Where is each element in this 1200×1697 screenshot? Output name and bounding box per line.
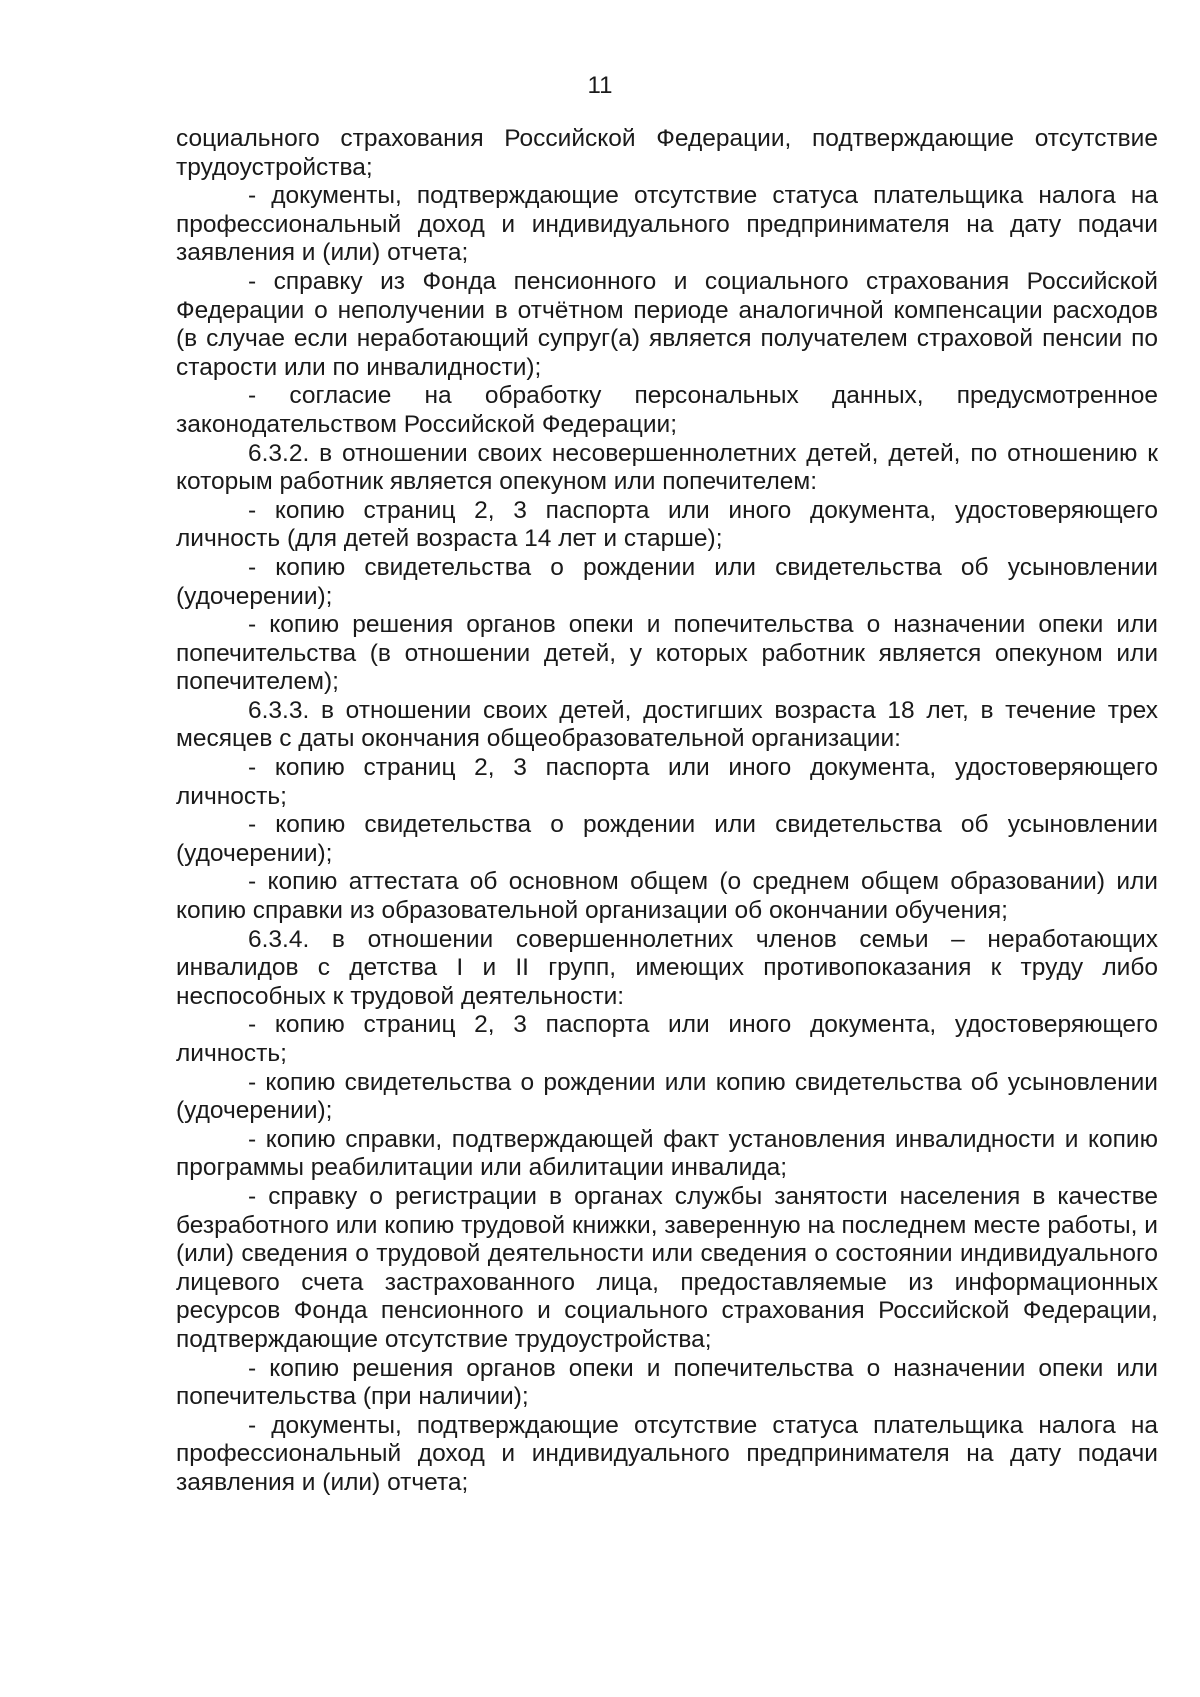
paragraph: - копию страниц 2, 3 паспорта или иного документа, удостоверяющего личность; xyxy=(176,1011,1158,1067)
paragraph: 6.3.2. в отношении своих несовершеннолетних детей, детей, по отношению к которым работник является опекуном или попечителем: xyxy=(176,439,1158,496)
paragraph: - копию свидетельства о рождении или свидетельства об усыновлении (удочерении); xyxy=(176,811,1158,867)
document-body xyxy=(176,125,1158,1498)
paragraph: - документы, подтверждающие отсутствие статуса плательщика налога на профессиональный доход и индивидуального предпринимателя на дату подачи заявления и (или) отчета; xyxy=(176,182,1158,267)
paragraph: 6.3.3. в отношении своих детей, достигших возраста 18 лет, в течение трех месяцев с даты окончания общеобразовательной организации: xyxy=(176,696,1158,753)
paragraph: - согласие на обработку персональных данных, предусмотренное законодательством Российской Федерации; xyxy=(176,382,1158,438)
paragraph: - копию страниц 2, 3 паспорта или иного документа, удостоверяющего личность (для детей возраста 14 лет и старше); xyxy=(176,496,1158,553)
paragraph: - копию решения органов опеки и попечительства о назначении опеки или попечительства (при наличии); xyxy=(176,1354,1158,1411)
paragraph: 6.3.4. в отношении совершеннолетних членов семьи – неработающих инвалидов с детства I и II групп, имеющих противопоказания к труду либо неспособных к трудовой деятельности: xyxy=(176,925,1158,1010)
paragraph: - копию страниц 2, 3 паспорта или иного документа, удостоверяющего личность; xyxy=(176,754,1158,810)
paragraph: - копию решения органов опеки и попечительства о назначении опеки или попечительства (в отношении детей, у которых работник является опекуном или попечителем); xyxy=(176,611,1158,696)
page-number: 11 xyxy=(587,72,613,99)
paragraph: - справку из Фонда пенсионного и социального страхования Российской Федерации о неполучении в отчётном периоде аналогичной компенсации расходов (в случае если неработающий супруг(а) является получателем страховой пенсии по старости или по инвалидности); xyxy=(176,267,1158,381)
paragraph: - копию свидетельства о рождении или свидетельства об усыновлении (удочерении); xyxy=(176,553,1158,610)
paragraph: социального страхования Российской Федерации, подтверждающие отсутствие трудоустройства; xyxy=(176,125,1158,181)
paragraph: - копию свидетельства о рождении или копию свидетельства об усыновлении (удочерении); xyxy=(176,1068,1158,1125)
paragraph: - копию аттестата об основном общем (о среднем общем образовании) или копию справки из образовательной организации об окончании обучения; xyxy=(176,868,1158,925)
paragraph: - копию справки, подтверждающей факт установления инвалидности и копию программы реабилитации или абилитации инвалида; xyxy=(176,1125,1158,1182)
paragraph: - справку о регистрации в органах службы занятости населения в качестве безработного или копию трудовой книжки, заверенную на последнем месте работы, и (или) сведения о трудовой деятельности или сведения о состоянии индивидуального лицевого счета застрахованного лица, предоставляемые из информационных ресурсов Фонда пенсионного и социального страхования Российской Федерации, подтверждающие отсутствие трудоустройства; xyxy=(176,1182,1158,1353)
paragraph: - документы, подтверждающие отсутствие статуса плательщика налога на профессиональный доход и индивидуального предпринимателя на дату подачи заявления и (или) отчета; xyxy=(176,1411,1158,1496)
